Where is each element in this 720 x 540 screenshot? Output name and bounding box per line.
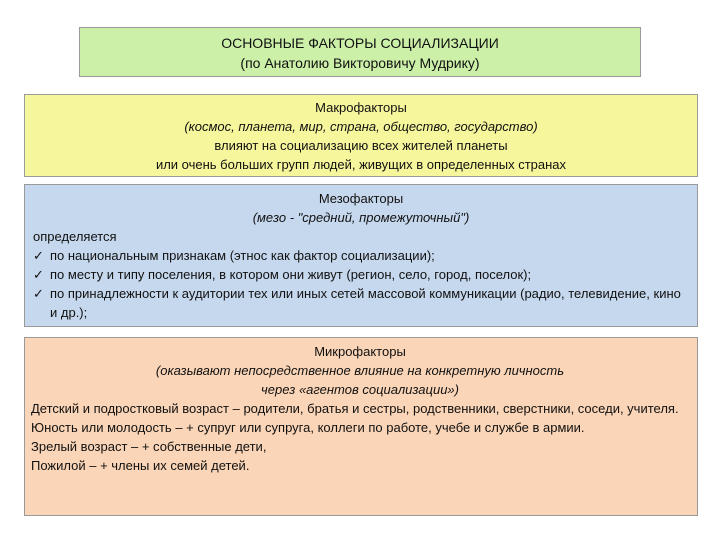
micro-youth: Юность или молодость – + супруг или супруга, коллеги по работе, учебе и службе в армии. xyxy=(31,420,585,435)
checkmark-icon: ✓ xyxy=(33,286,44,301)
meso-subtitle: (мезо - "средний, промежуточный") xyxy=(252,210,470,225)
meso-criteria-list xyxy=(33,246,689,322)
micro-childhood: Детский и подростковый возраст – родители, братья и сестры, родственники, сверстники, соседи, учителя. xyxy=(31,401,679,416)
macro-heading: Макрофакторы xyxy=(315,100,407,115)
list-item xyxy=(33,265,689,284)
micro-subtitle-line1: (оказывают непосредственное влияние на конкретную личность xyxy=(155,363,565,378)
list-item xyxy=(33,246,689,265)
micro-adulthood: Зрелый возраст – + собственные дети, xyxy=(31,439,267,454)
meso-heading: Мезофакторы xyxy=(318,191,404,206)
micro-elderly: Пожилой – + члены их семей детей. xyxy=(31,458,250,473)
list-item-text: по национальным признакам (этнос как фактор социализации); xyxy=(50,248,435,263)
checkmark-icon: ✓ xyxy=(33,248,44,263)
macro-description-line2: или очень больших групп людей, живущих в определенных странах xyxy=(155,157,567,172)
micro-subtitle-line2: через «агентов социализации») xyxy=(261,382,459,397)
meso-intro: определяется xyxy=(33,229,117,244)
title-box xyxy=(79,27,641,77)
micro-heading: Микрофакторы xyxy=(314,344,406,359)
title-subtitle: (по Анатолию Викторовичу Мудрику) xyxy=(240,55,480,71)
list-item-text: по принадлежности к аудитории тех или иных сетей массовой коммуникации (радио, телевидение, кино и др.); xyxy=(50,286,681,320)
list-item xyxy=(33,284,689,322)
microfactors-box xyxy=(24,337,698,516)
checkmark-icon: ✓ xyxy=(33,267,44,282)
mesofactors-box xyxy=(24,184,698,327)
macro-examples: (космос, планета, мир, страна, общество, государство) xyxy=(184,119,538,134)
title-heading: ОСНОВНЫЕ ФАКТОРЫ СОЦИАЛИЗАЦИИ xyxy=(221,35,499,51)
macrofactors-box xyxy=(24,94,698,177)
macro-description-line1: влияют на социализацию всех жителей планеты xyxy=(214,138,508,153)
list-item-text: по месту и типу поселения, в котором они живут (регион, село, город, поселок); xyxy=(50,267,532,282)
